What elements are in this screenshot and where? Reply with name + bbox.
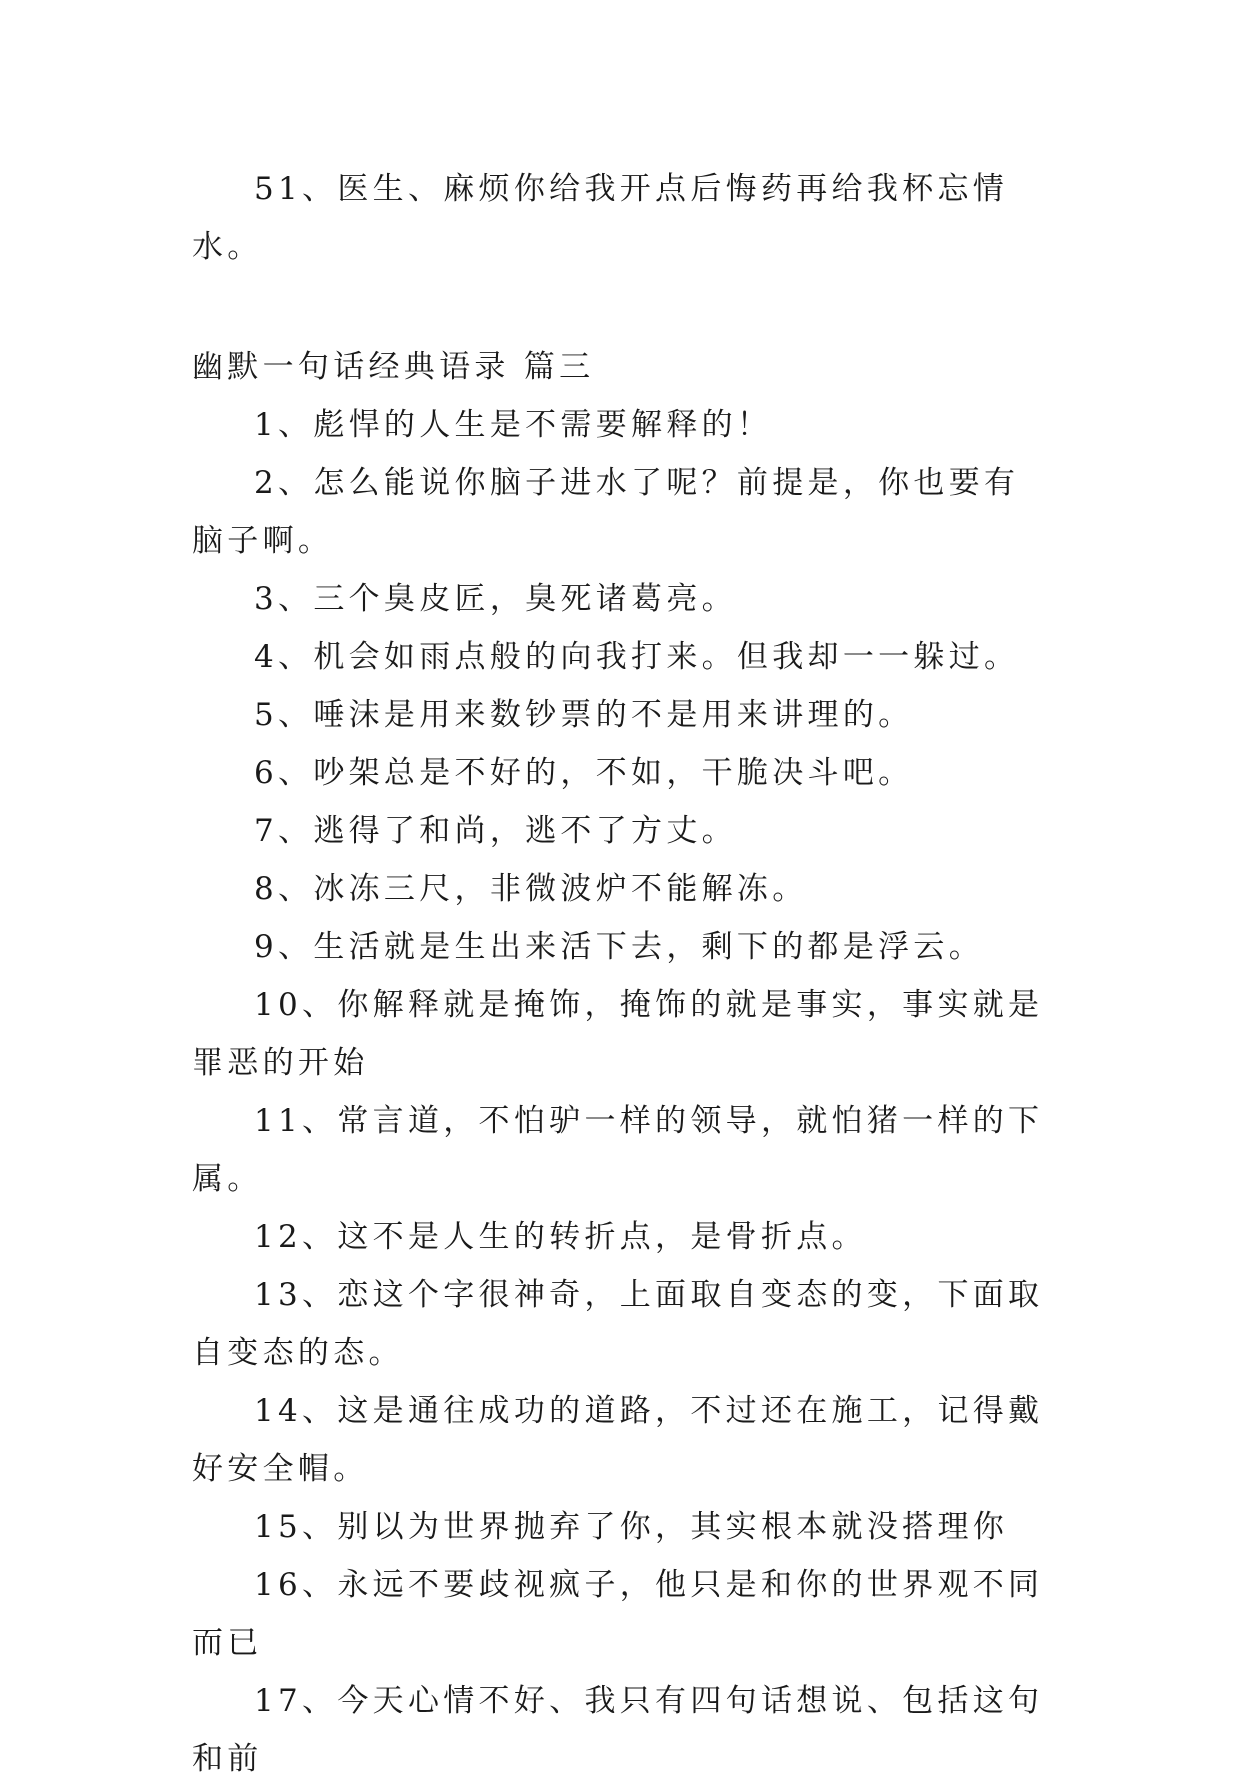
document-body	[192, 160, 1052, 1788]
list-item: 13、恋这个字很神奇，上面取自变态的变，下面取自变态的态。	[192, 1277, 1044, 1371]
list-item: 3、三个臭皮匠，臭死诸葛亮。	[254, 581, 737, 617]
list-item: 9、生活就是生出来活下去，剩下的都是浮云。	[254, 929, 985, 965]
list-item: 17、今天心情不好、我只有四句话想说、包括这句和前	[192, 1683, 1044, 1777]
list-item: 2、怎么能说你脑子进水了呢？前提是，你也要有脑子啊。	[192, 465, 1020, 559]
section-title: 幽默一句话经典语录 篇三	[192, 349, 595, 385]
list-item: 6、吵架总是不好的，不如，干脆决斗吧。	[254, 755, 914, 791]
list-item: 8、冰冻三尺，非微波炉不能解冻。	[254, 871, 808, 907]
list-item: 11、常言道，不怕驴一样的领导，就怕猪一样的下属。	[192, 1103, 1044, 1197]
list-item: 7、逃得了和尚，逃不了方丈。	[254, 813, 737, 849]
list-item: 12、这不是人生的转折点，是骨折点。	[254, 1219, 867, 1255]
lead-item: 51、医生、麻烦你给我开点后悔药再给我杯忘情水。	[192, 171, 1009, 265]
list-item: 10、你解释就是掩饰，掩饰的就是事实，事实就是罪恶的开始	[192, 987, 1044, 1081]
list-item: 1、彪悍的人生是不需要解释的！	[254, 407, 773, 443]
list-item: 5、唾沫是用来数钞票的不是用来讲理的。	[254, 697, 914, 733]
list-item: 16、永远不要歧视疯子，他只是和你的世界观不同而已	[192, 1567, 1044, 1661]
list-item: 15、别以为世界抛弃了你，其实根本就没搭理你	[254, 1509, 1009, 1545]
list-item: 14、这是通往成功的道路，不过还在施工，记得戴好安全帽。	[192, 1393, 1044, 1487]
list-item: 4、机会如雨点般的向我打来。但我却一一躲过。	[254, 639, 1020, 675]
